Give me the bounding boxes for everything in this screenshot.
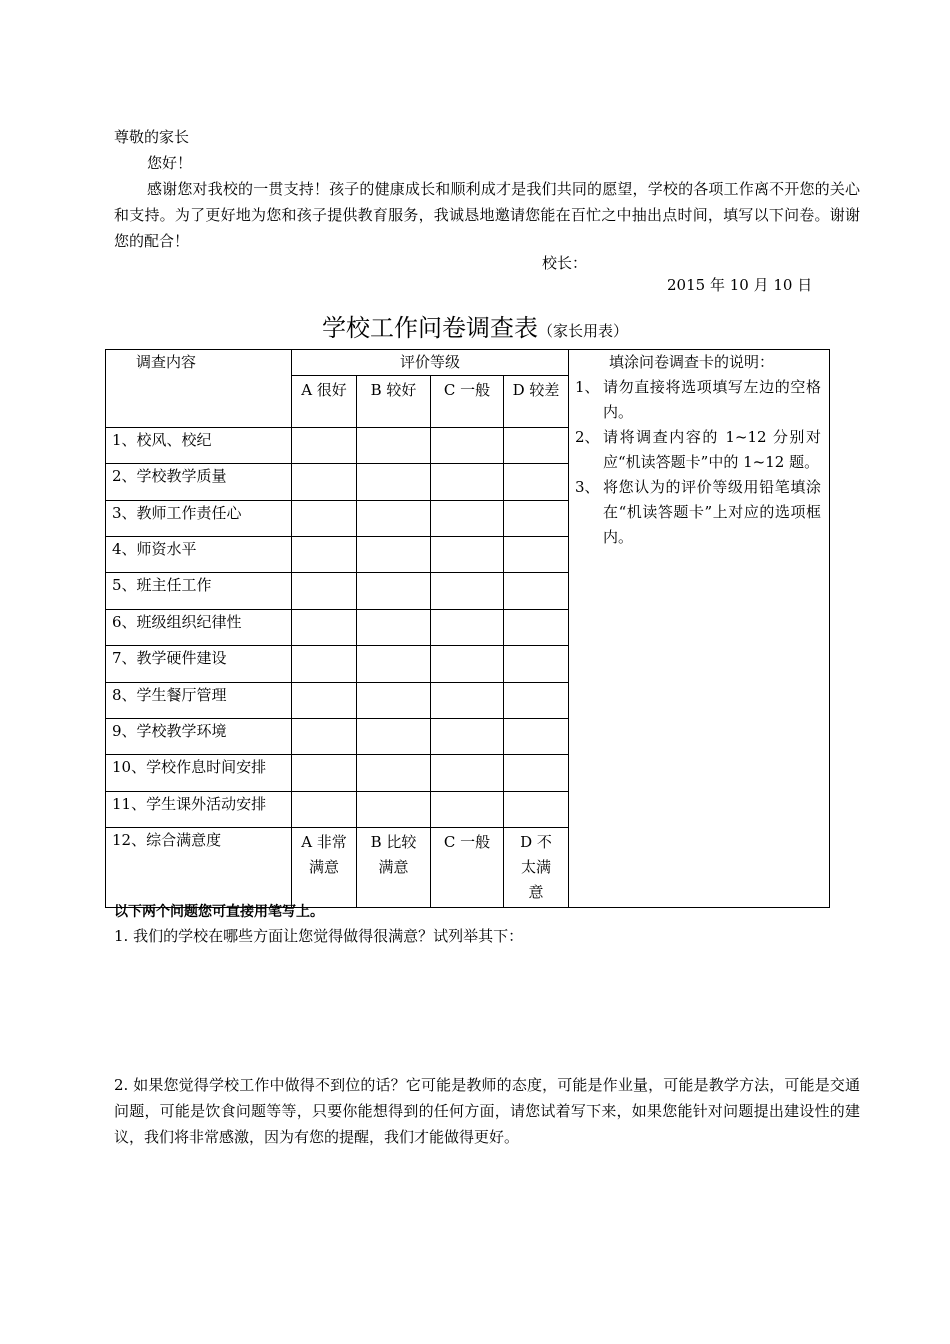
open-questions-note: 以下两个问题您可直接用笔写上。 [114, 904, 324, 920]
grade-c: C 一般 [431, 376, 504, 428]
letter-date: 2015 年 10 月 10 日 [667, 276, 813, 294]
rating-cell[interactable] [431, 573, 504, 610]
rating-cell[interactable] [292, 464, 357, 501]
item-label: 10、学校作息时间安排 [106, 755, 292, 792]
rating-cell[interactable] [431, 464, 504, 501]
rating-cell[interactable] [357, 537, 431, 573]
form-subtitle: （家长用表） [537, 322, 628, 340]
rating-cell[interactable] [292, 610, 357, 646]
satisfaction-d: D 不太满意 [504, 828, 569, 908]
rating-cell[interactable] [357, 683, 431, 719]
rating-cell[interactable] [292, 683, 357, 719]
rating-cell[interactable] [431, 755, 504, 792]
item-label: 2、学校教学质量 [106, 464, 292, 501]
item-label: 7、教学硬件建设 [106, 646, 292, 683]
item-label: 3、教师工作责任心 [106, 501, 292, 537]
rating-cell[interactable] [292, 537, 357, 573]
grade-a: A 很好 [292, 376, 357, 428]
rating-cell[interactable] [357, 464, 431, 501]
satisfaction-b: B 比较满意 [357, 828, 431, 908]
item-label: 8、学生餐厅管理 [106, 683, 292, 719]
item-label: 9、学校教学环境 [106, 719, 292, 755]
rating-cell[interactable] [504, 501, 569, 537]
greeting: 您好！ [147, 154, 193, 172]
rating-cell[interactable] [431, 501, 504, 537]
rating-cell[interactable] [504, 537, 569, 573]
rating-cell[interactable] [504, 646, 569, 683]
question-1: 1. 我们的学校在哪些方面让您觉得做得很满意？试列举其下： [114, 927, 524, 945]
rating-cell[interactable] [292, 755, 357, 792]
rating-cell[interactable] [431, 610, 504, 646]
signature: 校长： [542, 254, 588, 272]
rating-cell[interactable] [357, 501, 431, 537]
instruction-item: 2、 请将调查内容的 1~12 分别对应“机读答题卡”中的 1~12 题。 [575, 428, 822, 471]
rating-cell[interactable] [292, 792, 357, 828]
rating-cell[interactable] [357, 755, 431, 792]
rating-cell[interactable] [357, 646, 431, 683]
letter-body: 感谢您对我校的一贯支持！孩子的健康成长和顺利成才是我们共同的愿望，学校的各项工作离不开您的关心和支持。为了更好地为您和孩子提供教育服务，我诚恳地邀请您能在百忙之中抽出点时间，填写以下问卷。谢谢您的配合！ [114, 180, 860, 250]
rating-cell[interactable] [292, 428, 357, 464]
survey-table [105, 349, 830, 908]
item-label: 4、师资水平 [106, 537, 292, 573]
rating-cell[interactable] [357, 573, 431, 610]
item-label: 5、班主任工作 [106, 573, 292, 610]
rating-cell[interactable] [504, 792, 569, 828]
letter [114, 124, 860, 254]
rating-cell[interactable] [357, 428, 431, 464]
instructions-heading: 填涂问卷调查卡的说明： [609, 353, 775, 371]
instruction-item: 1、 请勿直接将选项填写左边的空格内。 [575, 378, 822, 421]
item-label: 12、综合满意度 [106, 828, 292, 908]
rating-cell[interactable] [504, 610, 569, 646]
rating-cell[interactable] [504, 464, 569, 501]
rating-cell[interactable] [504, 573, 569, 610]
rating-cell[interactable] [292, 573, 357, 610]
satisfaction-c: C 一般 [431, 828, 504, 908]
rating-cell[interactable] [357, 792, 431, 828]
grade-d: D 较差 [504, 376, 569, 428]
rating-cell[interactable] [431, 683, 504, 719]
header-rating: 评价等级 [292, 350, 569, 376]
satisfaction-a: A 非常满意 [292, 828, 357, 908]
rating-cell[interactable] [504, 428, 569, 464]
question-2: 2. 如果您觉得学校工作中做得不到位的话？它可能是教师的态度，可能是作业量，可能是教学方法，可能是交通问题，可能是饮食问题等等，只要你能想得到的任何方面，请您试着写下来，如果您能针对问题提出建设性的建议，我们将非常感激，因为有您的提醒，我们才能做得更好。 [114, 1076, 860, 1146]
item-label: 11、学生课外活动安排 [106, 792, 292, 828]
rating-cell[interactable] [504, 683, 569, 719]
rating-cell[interactable] [292, 646, 357, 683]
instructions-cell [569, 350, 830, 908]
rating-cell[interactable] [431, 792, 504, 828]
item-label: 1、校风、校纪 [106, 428, 292, 464]
rating-cell[interactable] [431, 428, 504, 464]
instruction-item: 3、 将您认为的评价等级用铅笔填涂在“机读答题卡”上对应的选项框内。 [575, 478, 822, 546]
form-title: 学校工作问卷调查表 [321, 314, 538, 342]
rating-cell[interactable] [431, 646, 504, 683]
salutation: 尊敬的家长 [114, 128, 190, 146]
rating-cell[interactable] [431, 719, 504, 755]
rating-cell[interactable] [292, 719, 357, 755]
item-label: 6、班级组织纪律性 [106, 610, 292, 646]
grade-b: B 较好 [357, 376, 431, 428]
rating-cell[interactable] [357, 719, 431, 755]
rating-cell[interactable] [504, 719, 569, 755]
rating-cell[interactable] [431, 537, 504, 573]
form-title-block [0, 308, 950, 343]
rating-cell[interactable] [504, 755, 569, 792]
rating-cell[interactable] [292, 501, 357, 537]
rating-cell[interactable] [357, 610, 431, 646]
header-content: 调查内容 [106, 350, 292, 428]
